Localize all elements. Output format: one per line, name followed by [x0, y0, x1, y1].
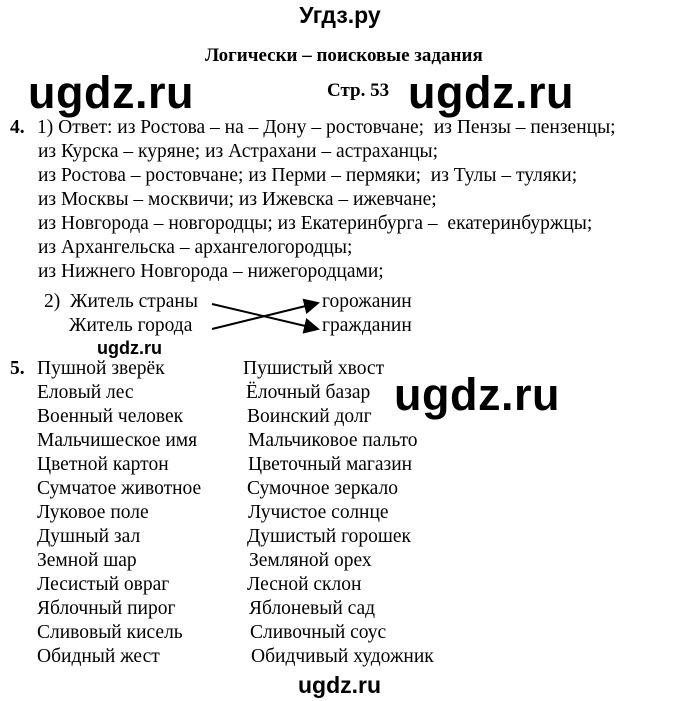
- match-right-item: гражданин: [322, 315, 412, 336]
- phrase-right: Ёлочный базар: [246, 382, 371, 403]
- phrase-right: Лучистое солнце: [248, 502, 389, 523]
- phrase-left: Мальчишеское имя: [37, 430, 198, 451]
- phrase-left: Сливовый кисель: [37, 622, 183, 643]
- phrase-left: Душный зал: [37, 526, 141, 547]
- answer-line: из Архангельска – архангелогородцы;: [38, 237, 353, 258]
- phrase-right: Яблоневый сад: [249, 598, 376, 619]
- phrase-right: Земляной орех: [249, 550, 372, 571]
- watermark: ugdz.ru: [298, 672, 382, 698]
- part-label: 2): [44, 291, 61, 312]
- phrase-right: Лесной склон: [247, 574, 362, 595]
- watermark: ugdz.ru: [97, 338, 162, 358]
- answer-line: из Нижнего Новгорода – нижегородцами;: [38, 261, 384, 282]
- site-header: Угдз.ру: [299, 2, 381, 28]
- answer-line: из Курска – куряне; из Астрахани – астраханцы;: [38, 141, 439, 162]
- phrase-right: Сливочный соус: [250, 622, 387, 643]
- phrase-right: Сумочное зеркало: [247, 478, 398, 499]
- task-number: 5.: [10, 358, 25, 379]
- match-right-item: горожанин: [322, 291, 412, 312]
- phrase-right: Воинский долг: [247, 406, 372, 427]
- answer-line: из Ростова – ростовчане; из Перми – пермяки; из Тулы – туляки;: [38, 165, 578, 186]
- phrase-left: Цветной картон: [37, 454, 169, 475]
- phrase-left: Пушной зверёк: [37, 358, 165, 379]
- match-left-item: Житель города: [69, 315, 193, 336]
- watermark: ugdz.ru: [394, 369, 560, 420]
- answer-line: из Москвы – москвичи; из Ижевска – ижевчане;: [38, 189, 437, 210]
- answer-line: из Новгорода – новгородцы; из Екатеринбурга – екатеринбуржцы;: [38, 213, 593, 234]
- phrase-left: Еловый лес: [37, 382, 134, 403]
- phrase-left: Земной шар: [37, 550, 137, 571]
- phrase-right: Душистый горошек: [247, 526, 411, 547]
- phrase-right: Пушистый хвост: [243, 358, 385, 379]
- watermark: ugdz.ru: [408, 67, 574, 118]
- page-reference: Стр. 53: [327, 80, 390, 101]
- task-number: 4.: [10, 117, 25, 138]
- phrase-left: Обидный жест: [37, 646, 160, 667]
- watermark: ugdz.ru: [28, 67, 194, 118]
- match-left-item: Житель страны: [70, 291, 198, 312]
- phrase-left: Луковое поле: [37, 502, 149, 523]
- phrase-left: Яблочный пирог: [37, 598, 176, 619]
- phrase-left: Сумчатое животное: [37, 478, 202, 499]
- phrase-left: Лесистый овраг: [37, 574, 170, 595]
- phrase-right: Обидчивый художник: [251, 646, 434, 667]
- page-title: Логически – поисковые задания: [205, 45, 483, 66]
- phrase-right: Мальчиковое пальто: [248, 430, 418, 451]
- phrase-left: Военный человек: [37, 406, 184, 427]
- answer-line: 1) Ответ: из Ростова – на – Дону – ростовчане; из Пензы – пензенцы;: [37, 117, 616, 138]
- phrase-right: Цветочный магазин: [248, 454, 413, 475]
